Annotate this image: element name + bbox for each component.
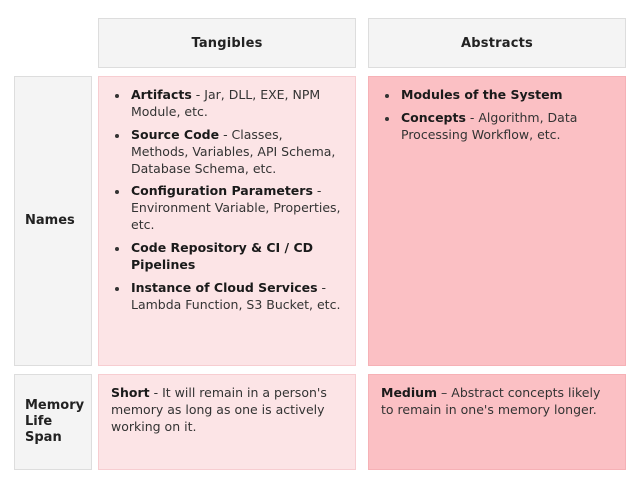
- list-item: [399, 110, 613, 144]
- column-header-tangibles-label: Tangibles: [191, 35, 263, 51]
- list-item-term: Configuration Parameters: [131, 183, 313, 199]
- list-item-desc: - Jar, DLL, EXE, NPM Module, etc.: [131, 87, 321, 119]
- row-header-names: [14, 76, 92, 366]
- column-header-abstracts: [368, 18, 626, 68]
- list-item-term: Code Repository & CI / CD Pipelines: [131, 240, 314, 272]
- cell-memory-abstracts: [368, 374, 626, 470]
- list-item: [129, 127, 343, 178]
- column-header-tangibles: [98, 18, 356, 68]
- list-item-desc: - Environment Variable, Properties, etc.: [131, 183, 341, 233]
- row-header-memory-life-span: [14, 374, 92, 470]
- list-item-term: Source Code: [131, 126, 220, 142]
- cell-names-abstracts: [368, 76, 626, 366]
- list-item: [129, 183, 343, 234]
- list-item: [129, 87, 343, 121]
- list-item: [129, 280, 343, 314]
- row-header-memory-life-span-label: Memory Life Span: [25, 397, 85, 446]
- memory-tangibles-term: Short: [111, 385, 150, 400]
- column-header-abstracts-label: Abstracts: [461, 35, 533, 51]
- list-item-term: Modules of the System: [401, 87, 563, 102]
- memory-tangibles-text: [111, 385, 343, 436]
- memory-abstracts-term: Medium: [381, 385, 438, 400]
- list-item: [129, 240, 343, 274]
- memory-tangibles-desc: - It will remain in a person's memory as long as one is actively working on it.: [111, 385, 327, 434]
- list-item-term: Instance of Cloud Services: [131, 279, 318, 295]
- cell-names-tangibles: [98, 76, 356, 366]
- row-header-names-label: Names: [25, 212, 75, 228]
- memory-abstracts-desc: – Abstract concepts likely to remain in one's memory longer.: [381, 385, 601, 417]
- list-item-desc: - Classes, Methods, Variables, API Schema, Database Schema, etc.: [131, 126, 336, 176]
- memory-abstracts-text: [381, 385, 613, 419]
- matrix-corner-cell: [14, 18, 92, 68]
- cell-memory-tangibles: [98, 374, 356, 470]
- list-item-term: Concepts: [401, 109, 466, 125]
- comparison-matrix: [14, 18, 626, 470]
- list-item-desc: - Algorithm, Data Processing Workflow, etc.: [401, 109, 578, 142]
- list-item: [399, 87, 613, 104]
- names-abstracts-list: [381, 87, 613, 144]
- list-item-desc: - Lambda Function, S3 Bucket, etc.: [131, 279, 341, 312]
- names-tangibles-list: [111, 87, 343, 314]
- list-item-term: Artifacts: [131, 87, 192, 102]
